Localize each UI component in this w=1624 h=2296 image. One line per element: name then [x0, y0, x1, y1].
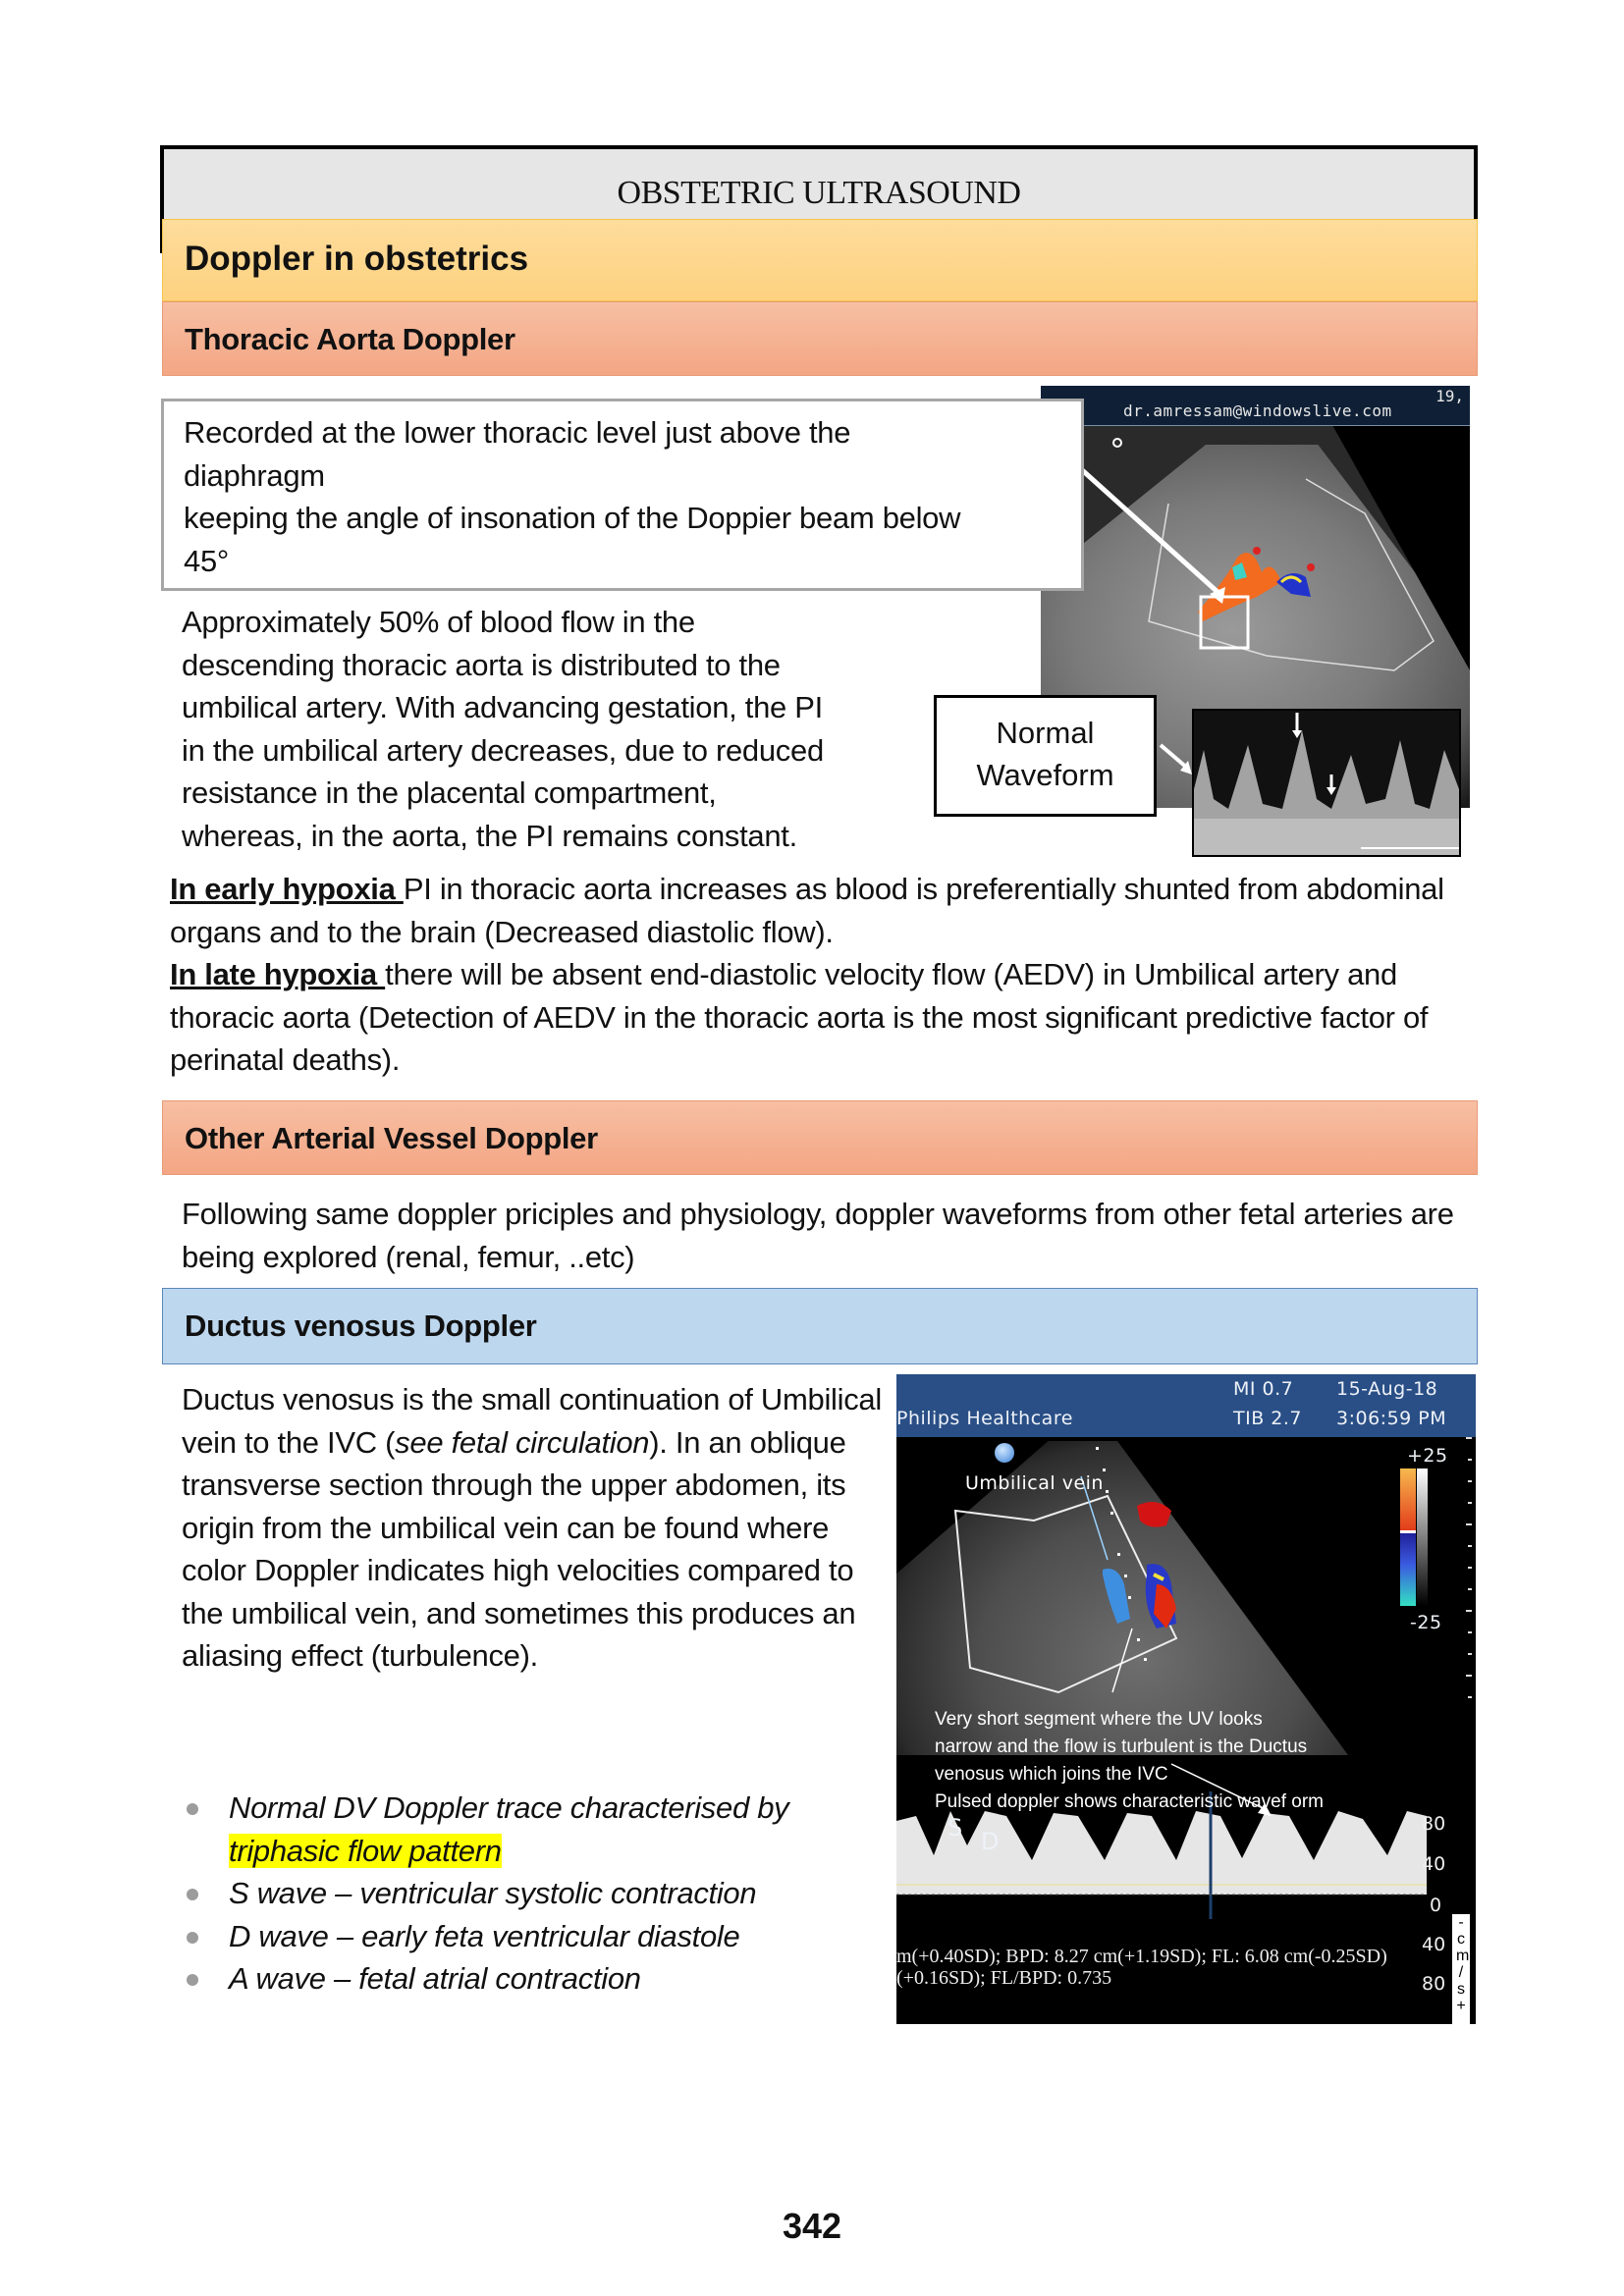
bullet-icon [187, 1889, 198, 1900]
d-wave-label: D [981, 1828, 1000, 1855]
mi-value: MI 0.7 [1233, 1378, 1294, 1400]
color-scale-min: -25 [1410, 1612, 1442, 1633]
list-item [182, 1872, 889, 1915]
chapter-banner [162, 219, 1478, 301]
section-title: Ductus venosus Doppler [185, 1308, 537, 1343]
paragraph-text: ). In an oblique transverse section through the upper abdomen, its origin from the umbilical vein can be found where color Doppler indicates high velocities compared to the umbilical vein, and sometimes this produces an aliasing effect (turbulence). [182, 1424, 856, 1673]
ductus-venosus-paragraph [182, 1378, 889, 1678]
callout-recording-level [161, 399, 1084, 591]
list-item [182, 1787, 889, 1872]
vendor-label: Philips Healthcare [896, 1408, 1073, 1429]
other-arterial-paragraph: Following same doppler priciples and physiology, doppler waveforms from other fetal arteries are being explored (renal, femur, ..etc) [182, 1197, 1454, 1274]
velocity-tick: 40 [1422, 1934, 1446, 1955]
caption-line: Very short segment where the UV looks [935, 1709, 1263, 1730]
aorta-flow-paragraph [182, 601, 908, 857]
bullet-text: D wave – early feta ventricular diastole [229, 1918, 740, 1953]
bullet-text: Normal DV Doppler trace characterised by [229, 1790, 789, 1825]
paragraph-line: whereas, in the aorta, the PI remains constant. [182, 818, 797, 853]
caption-line: venosus which joins the IVC [935, 1764, 1168, 1785]
tib-value: TIB 2.7 [1233, 1408, 1302, 1429]
late-hypoxia [170, 953, 1476, 1082]
image-watermark-email: dr.amressam@windowslive.com [1123, 401, 1392, 420]
velocity-tick: 80 [1422, 1973, 1446, 1995]
callout-line: keeping the angle of insonation of the Doppier beam below [184, 501, 961, 535]
paragraph-line: descending thoracic aorta is distributed to the [182, 647, 781, 682]
image-frame-label: 19, [1435, 387, 1464, 405]
late-hypoxia-label: In late hypoxia [170, 957, 386, 991]
late-hypoxia-text: there will be absent end-diastolic velocity flow (AEDV) in Umbilical artery and thoracic aorta (Detection of AEDV in the thoracic aorta is the most significant predictive factor of perinatal deaths). [170, 957, 1429, 1077]
page-number: 342 [782, 2206, 842, 2246]
running-title: OBSTETRIC ULTRASOUND [617, 175, 1021, 211]
biometry-line: (+0.16SD); FL/BPD: 0.735 [896, 1967, 1112, 1989]
paragraph-line: resistance in the placental compartment, [182, 775, 717, 810]
grayscale-bar [1417, 1468, 1428, 1606]
exam-date: 15-Aug-18 [1336, 1378, 1438, 1400]
image-topbar [896, 1374, 1476, 1437]
image-topbar [1041, 386, 1470, 426]
bullet-icon [187, 1974, 198, 1986]
color-scale-max: +25 [1407, 1445, 1448, 1467]
ductus-venosus-ultrasound-image [896, 1374, 1476, 2024]
label-line: Waveform [976, 758, 1114, 792]
paragraph-line: in the umbilical artery decreases, due to reduced [182, 732, 824, 768]
early-hypoxia [170, 868, 1476, 953]
section-title: Thoracic Aorta Doppler [185, 322, 515, 356]
umbilical-vein-label: Umbilical vein [965, 1472, 1104, 1494]
dv-waveform-bullet-list [182, 1787, 889, 2001]
section-heading-thoracic-aorta [162, 301, 1478, 376]
probe-marker-icon [995, 1443, 1014, 1463]
paragraph-line: Approximately 50% of blood flow in the [182, 605, 695, 639]
section-heading-ductus-venosus [162, 1288, 1478, 1364]
callout-line: Recorded at the lower thoracic level just above the [184, 415, 851, 450]
velocity-tick: 80 [1422, 1813, 1446, 1835]
velocity-tick: 0 [1430, 1895, 1442, 1916]
section-heading-other-arterial [162, 1100, 1478, 1175]
list-item [182, 1957, 889, 2001]
early-hypoxia-label: In early hypoxia [170, 872, 404, 906]
units-text: - c m / s + [1456, 1914, 1470, 2014]
hypoxia-paragraph [170, 868, 1476, 1082]
caption-line: Pulsed doppler shows characteristic wavef orm [935, 1791, 1325, 1812]
label-line: Normal [996, 716, 1095, 750]
chapter-title: Doppler in obstetrics [185, 240, 529, 278]
aorta-waveform-inset [1192, 709, 1461, 857]
bullet-text: S wave – ventricular systolic contraction [229, 1876, 757, 1910]
bullet-icon [187, 1932, 198, 1944]
velocity-units [1452, 1914, 1470, 2024]
list-item [182, 1915, 889, 1958]
paragraph-line: umbilical artery. With advancing gestation, the PI [182, 690, 823, 724]
callout-line: 45° [184, 543, 229, 578]
cross-reference: see fetal circulation [395, 1424, 650, 1460]
bullet-icon [187, 1803, 198, 1815]
section-title: Other Arterial Vessel Doppler [185, 1121, 598, 1155]
color-velocity-scale [1400, 1468, 1416, 1606]
arrow-to-waveform-icon [1159, 741, 1198, 780]
s-wave-label: S [947, 1814, 963, 1842]
paragraph-text: Ductus venosus is the small continuation of Umbilical vein to the IVC ( [182, 1382, 882, 1460]
bullet-text: A wave – fetal atrial contraction [229, 1961, 641, 1996]
caption-line: narrow and the flow is turbulent is the Ductus [935, 1736, 1308, 1757]
exam-time: 3:06:59 PM [1336, 1408, 1447, 1429]
callout-line: diaphragm [184, 457, 325, 493]
early-hypoxia-text: PI in thoracic aorta increases as blood is preferentially shunted from abdominal organs and to the brain (Decreased diastolic flow). [170, 872, 1444, 949]
biometry-line: m(+0.40SD); BPD: 8.27 cm(+1.19SD); FL: 6.08 cm(-0.25SD) [896, 1946, 1387, 1967]
velocity-tick: 40 [1422, 1853, 1446, 1875]
highlighted-text: triphasic flow pattern [229, 1833, 502, 1868]
normal-waveform-label-box [934, 695, 1157, 817]
